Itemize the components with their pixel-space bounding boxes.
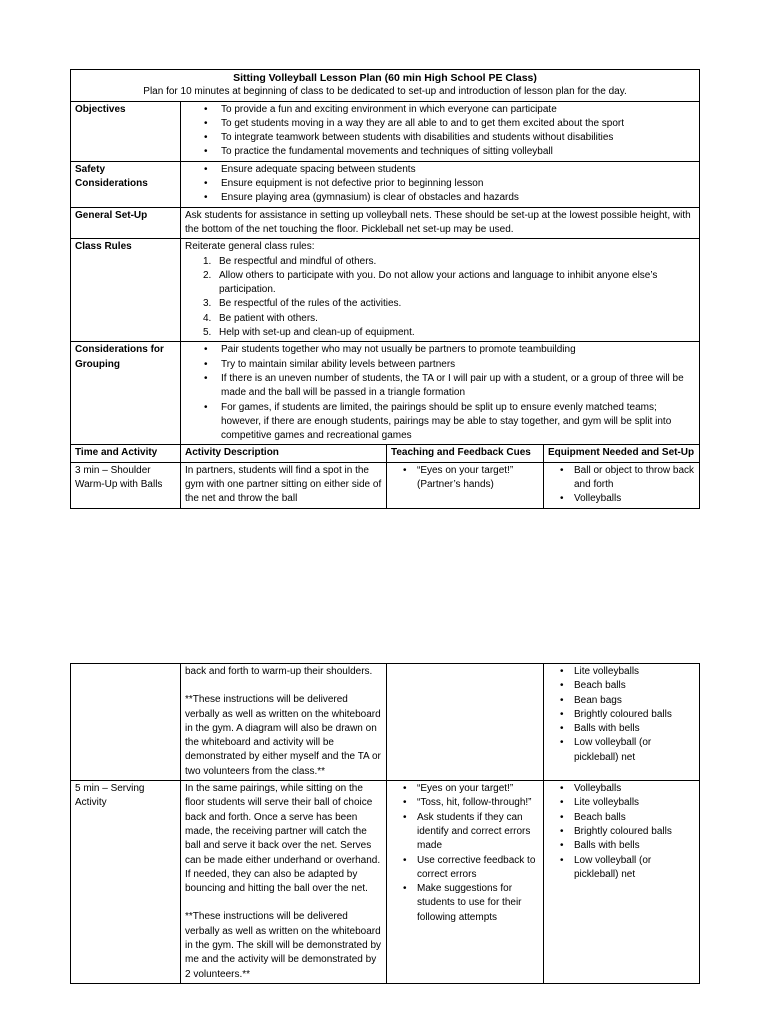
warmup-note: **These instructions will be delivered verbally as well as written on the whiteboard in the gym. A diagram will also be drawn on the whiteboard and activity will be demonstrated by either myself and the TA or two volunteers from the class.**	[185, 694, 381, 777]
list-item: • Balls with bells	[548, 839, 695, 853]
serving-note: **These instructions will be delivered verbally as well as written on the whiteboard in the gym. The skill will be demonstrated by me and the activity will be demonstrated by 2 volunteers.**	[185, 911, 382, 980]
serving-cues	[391, 782, 539, 925]
list-item: • Bean bags	[548, 694, 695, 708]
list-item: • Use corrective feedback to correct errors	[391, 854, 539, 883]
list-item: • To provide a fun and exciting environment in which everyone can participate	[185, 103, 695, 117]
list-item: • If there is an uneven number of students, the TA or I will pair up with a student, or a group of three will be made and the ball will be passed in a triangle formation	[185, 372, 695, 401]
list-item: • Ensure playing area (gymnasium) is clear of obstacles and hazards	[185, 191, 695, 205]
list-item: • Pair students together who may not usually be partners to promote teambuilding	[185, 343, 695, 357]
header-cues: Teaching and Feedback Cues	[387, 445, 544, 462]
list-item: • Make suggestions for students to use for their following attempts	[391, 882, 539, 925]
warmup-equipment	[548, 464, 695, 507]
title-row	[71, 70, 700, 102]
objectives-row	[71, 101, 700, 161]
list-item: • “Toss, hit, follow-through!”	[391, 796, 539, 810]
objectives-list	[185, 103, 695, 160]
list-item: 5. Help with set-up and clean-up of equipment.	[203, 327, 415, 339]
rules-list	[185, 255, 695, 341]
list-item: • Beach balls	[548, 811, 695, 825]
warmup-description: In partners, students will find a spot in the gym with one partner sitting on either side of the net and throw the ball	[181, 462, 387, 508]
warmup-row-continued	[71, 664, 700, 781]
list-item: • Beach balls	[548, 679, 695, 693]
warmup-time: 3 min – Shoulder Warm-Up with Balls	[71, 462, 181, 508]
list-item: • Ball or object to throw back and forth	[548, 464, 695, 493]
list-item: • Volleyballs	[548, 782, 695, 796]
objectives-label: Objectives	[71, 101, 181, 161]
warmup-cues	[391, 464, 539, 493]
list-item: 1. Be respectful and mindful of others.	[203, 255, 377, 267]
serving-row	[71, 781, 700, 984]
list-item: • Balls with bells	[548, 722, 695, 736]
activity-header-row	[71, 445, 700, 462]
serving-time: 5 min – Serving Activity	[71, 781, 181, 984]
grouping-list	[185, 343, 695, 443]
list-item: • To get students moving in a way they are all able to and to get them excited about the sport	[185, 117, 695, 131]
list-item: • Try to maintain similar ability levels between partners	[185, 358, 695, 372]
serving-description: In the same pairings, while sitting on the floor students will serve their ball of choice back and forth. Once a serve has been made, the receiving partner will catch the ball and serve it back over the net. Serves can be made either underhand or overhand. If needed, they can also be adapted by bouncing and hitting the ball over the net.	[185, 783, 381, 895]
page-subtitle: Plan for 10 minutes at beginning of class to be dedicated to set-up and introduction of lesson plan for the day.	[143, 86, 627, 98]
list-item: • Low volleyball (or pickleball) net	[548, 736, 695, 765]
list-item: • Lite volleyballs	[548, 665, 695, 679]
lesson-plan-table	[70, 69, 700, 509]
list-item: • “Eyes on your target!” (Partner’s hands)	[391, 464, 539, 493]
grouping-label: Considerations for Grouping	[71, 342, 181, 445]
list-item: • Ask students if they can identify and correct errors made	[391, 811, 539, 854]
safety-label: Safety Considerations	[71, 161, 181, 207]
rules-label: Class Rules	[71, 239, 181, 342]
warmup-equipment-continued	[548, 665, 695, 765]
list-item: • To integrate teamwork between students with disabilities and students without disabilities	[185, 131, 695, 145]
header-description: Activity Description	[181, 445, 387, 462]
list-item: • “Eyes on your target!”	[391, 782, 539, 796]
warmup-row	[71, 462, 700, 508]
list-item: • Low volleyball (or pickleball) net	[548, 854, 695, 883]
page-title: Sitting Volleyball Lesson Plan (60 min High School PE Class)	[233, 72, 537, 84]
safety-row	[71, 161, 700, 207]
serving-equipment	[548, 782, 695, 882]
list-item: • Brightly coloured balls	[548, 708, 695, 722]
grouping-row	[71, 342, 700, 445]
warmup-description-continued: back and forth to warm-up their shoulders.	[185, 666, 373, 677]
list-item: • Ensure adequate spacing between students	[185, 163, 695, 177]
setup-row	[71, 207, 700, 239]
header-time: Time and Activity	[71, 445, 181, 462]
header-equipment: Equipment Needed and Set-Up	[544, 445, 700, 462]
rules-row	[71, 239, 700, 342]
list-item: • For games, if students are limited, the pairings should be split up to ensure evenly matched teams; however, if there are enough students, pairings may be able to stay together, and gym will be split into competitive games and recreational games	[185, 401, 695, 444]
setup-text: Ask students for assistance in setting up volleyball nets. These should be set-up at the lowest possible height, with the bottom of the net touching the floor. Pickleball net set-up may be used.	[181, 207, 700, 239]
list-item: 4. Be patient with others.	[203, 312, 318, 324]
list-item: • Lite volleyballs	[548, 796, 695, 810]
list-item: 2. Allow others to participate with you. Do not allow your actions and language to inhibit anyone else’s participation.	[203, 269, 658, 296]
safety-list	[185, 163, 695, 206]
lesson-plan-table-continued	[70, 663, 700, 984]
rules-intro: Reiterate general class rules:	[185, 241, 315, 253]
list-item: 3. Be respectful of the rules of the activities.	[203, 298, 402, 310]
list-item: • Brightly coloured balls	[548, 825, 695, 839]
list-item: • To practice the fundamental movements and techniques of sitting volleyball	[185, 145, 695, 159]
setup-label: General Set-Up	[71, 207, 181, 239]
list-item: • Volleyballs	[548, 492, 695, 506]
list-item: • Ensure equipment is not defective prior to beginning lesson	[185, 177, 695, 191]
